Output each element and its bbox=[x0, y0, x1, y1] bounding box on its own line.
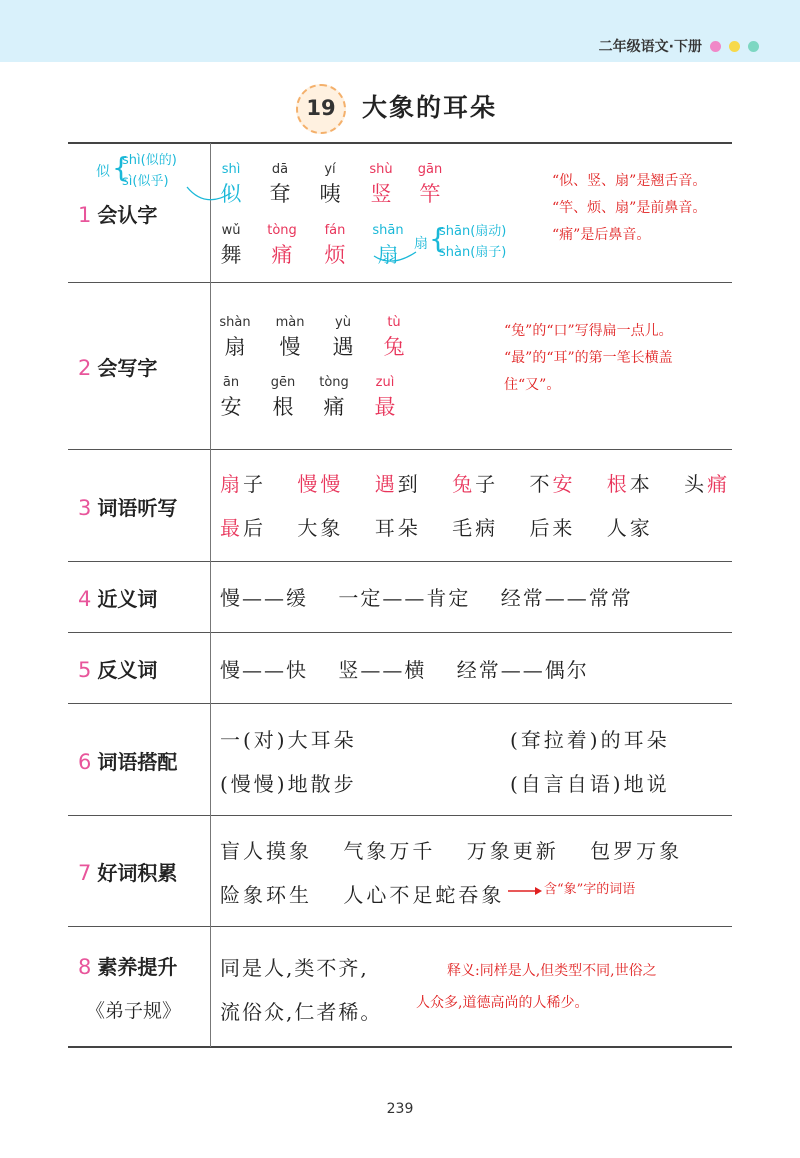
write-char-zui: zuì 最 bbox=[374, 375, 396, 419]
collocation-a: 一(对)大耳朵 bbox=[220, 728, 357, 752]
write-char-shan: shàn 扇 bbox=[219, 315, 251, 359]
section-synonyms-label: 4 近义词 bbox=[78, 587, 158, 611]
idiom: 气象万千 bbox=[343, 839, 436, 863]
char-tong: tòng 痛 bbox=[267, 223, 297, 267]
dictation-word: 扇子 bbox=[220, 472, 266, 496]
char-da: dā 耷 bbox=[269, 162, 291, 206]
good-words-note: 含“象”字的词语 bbox=[544, 882, 636, 897]
idiom: 人心不足蛇吞象 bbox=[343, 883, 505, 907]
dictation-word: 慢慢 bbox=[297, 472, 344, 496]
antonyms-row bbox=[220, 654, 611, 683]
write-char-gen: gēn 根 bbox=[270, 375, 296, 419]
link-curve-icon bbox=[372, 248, 418, 268]
row-divider bbox=[68, 815, 732, 816]
yellow-dot-icon bbox=[729, 41, 740, 52]
write-char-yu: yù 遇 bbox=[332, 315, 354, 359]
antonym-pair: 慢——快 bbox=[220, 658, 308, 682]
write-char-an: ān 安 bbox=[220, 375, 242, 419]
dictation-word: 人家 bbox=[606, 516, 653, 540]
dictation-word: 不安 bbox=[529, 472, 576, 496]
collocation-b: (耷拉着)的耳朵 bbox=[510, 728, 670, 752]
section-write-label: 2 会写字 bbox=[78, 356, 158, 380]
char-gan: gān 竿 bbox=[417, 162, 443, 206]
column-divider bbox=[210, 143, 211, 1047]
row-divider bbox=[68, 632, 732, 633]
char-yi: yí 咦 bbox=[319, 162, 341, 206]
write-char-tu: tù 兔 bbox=[383, 315, 405, 359]
row-divider bbox=[68, 703, 732, 704]
table-top-border bbox=[68, 142, 732, 144]
write-char-man: màn 慢 bbox=[275, 315, 305, 359]
dictation-word: 后来 bbox=[529, 516, 576, 540]
section-antonyms-label: 5 反义词 bbox=[78, 658, 158, 682]
row-divider bbox=[68, 926, 732, 927]
literacy-line-1: 同是人,类不齐, bbox=[220, 956, 369, 980]
page-title: 大象的耳朵 bbox=[362, 93, 498, 122]
synonym-pair: 经常——常常 bbox=[500, 586, 633, 610]
row-divider bbox=[68, 282, 732, 283]
dictation-word: 根本 bbox=[606, 472, 653, 496]
dictation-row-1 bbox=[220, 468, 752, 497]
literacy-note-2: 人众多,道德高尚的人稀少。 bbox=[416, 995, 589, 1011]
dictation-word: 最后 bbox=[220, 516, 266, 540]
section-literacy-source: 《弟子规》 bbox=[86, 1000, 182, 1022]
section-recognize-label: 1 会认字 bbox=[78, 203, 158, 227]
char-wu: wǔ 舞 bbox=[220, 223, 242, 267]
row-divider bbox=[68, 561, 732, 562]
dictation-word: 耳朵 bbox=[374, 516, 421, 540]
literacy-line-2: 流俗众,仁者稀。 bbox=[220, 1000, 383, 1024]
write-notes: “兔”的“口”写得扁一点儿。 “最”的“耳”的第一笔长横盖 住“又”。 bbox=[504, 323, 673, 393]
char-shu: shù 竖 bbox=[369, 162, 393, 206]
collocation-c: (慢慢)地散步 bbox=[220, 772, 357, 796]
dictation-word: 头痛 bbox=[684, 472, 731, 496]
lesson-number-badge: 19 bbox=[296, 84, 346, 134]
synonym-pair: 一定——肯定 bbox=[338, 586, 471, 610]
dictation-word: 毛病 bbox=[452, 516, 499, 540]
good-words-row-1 bbox=[220, 835, 704, 864]
recognize-notes: “似、竖、扇”是翘舌音。 “竿、烦、扇”是前鼻音。 “痛”是后鼻音。 bbox=[552, 173, 707, 243]
pink-dot-icon bbox=[710, 41, 721, 52]
green-dot-icon bbox=[748, 41, 759, 52]
char-shan: shān 扇 bbox=[372, 223, 404, 267]
idiom: 盲人摸象 bbox=[220, 839, 312, 863]
section-literacy-label: 8 素养提升 bbox=[78, 955, 178, 979]
table-bottom-border bbox=[68, 1046, 732, 1048]
section-dictation-label: 3 词语听写 bbox=[78, 496, 178, 520]
good-words-row-2 bbox=[220, 879, 504, 908]
subject-label: 二年级语文·下册 bbox=[598, 39, 702, 55]
section-good-words-label: 7 好词积累 bbox=[78, 861, 178, 885]
dictation-word: 大象 bbox=[297, 516, 344, 540]
idiom: 包罗万象 bbox=[590, 839, 683, 863]
section-collocation-label: 6 词语搭配 bbox=[78, 750, 178, 774]
dictation-row-2 bbox=[220, 512, 675, 541]
synonyms-row bbox=[220, 582, 655, 611]
write-char-tong: tòng 痛 bbox=[319, 375, 349, 419]
collocation-d: (自言自语)地说 bbox=[510, 772, 670, 796]
char-si: shì 似 bbox=[220, 162, 242, 206]
header-banner bbox=[0, 0, 800, 62]
literacy-note-1: 释义:同样是人,但类型不同,世俗之 bbox=[447, 963, 657, 979]
synonym-pair: 慢——缓 bbox=[220, 586, 308, 610]
antonym-pair: 竖——横 bbox=[338, 658, 427, 682]
row-divider bbox=[68, 449, 732, 450]
idiom: 万象更新 bbox=[466, 839, 559, 863]
idiom: 险象环生 bbox=[220, 883, 312, 907]
dictation-word: 兔子 bbox=[452, 472, 499, 496]
antonym-pair: 经常——偶尔 bbox=[456, 658, 589, 682]
dictation-word: 遇到 bbox=[374, 472, 421, 496]
char-fan: fán 烦 bbox=[324, 223, 346, 267]
arrow-right-icon bbox=[508, 884, 542, 898]
page-number: 239 bbox=[386, 1101, 414, 1117]
